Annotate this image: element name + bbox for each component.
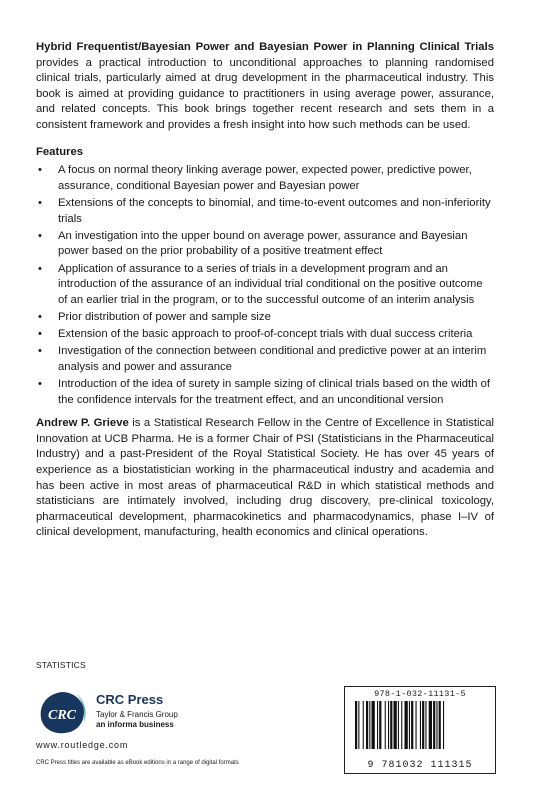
crc-logo-icon <box>36 690 88 736</box>
book-description <box>36 40 494 134</box>
barcode-bar <box>405 701 408 749</box>
feature-item: • Introduction of the idea of surety in sample sizing of clinical trials based on the width of the confidence intervals for the treatment effect, and an unconditional version <box>38 378 491 406</box>
subject-category: STATISTICS <box>36 660 86 670</box>
isbn-digits: 9 781032 111315 <box>367 760 473 771</box>
bullet: • <box>38 164 42 177</box>
bullet: • <box>38 378 42 391</box>
bio-text: is a Statistical Research Fellow in the Centre of Excellence in Statistical Innovation at UCB Pharma. He is a former Chair of PSI (Statisticians in the Pharmaceutical Industry) and a past-President of the Royal Statistical Society. He has over 45 years of experience as a biostatistician working in the pharmaceutical industry and academia and has been active in most areas of pharmaceutical R&D in which statistical methods and statisticians are intimately involved, including drug discovery, pre-clinical toxicology, pharmaceutical development, pharmacokinetics and pharmacodynamics, phase I–IV of clinical development, manufacturing, health economics and clinical operations. <box>36 417 494 539</box>
barcode-bar <box>409 701 410 749</box>
content-column <box>36 40 494 541</box>
description-text: provides a practical introduction to unconditional approaches to planning randomised clinical trials, particularly aimed at drug development in the pharmaceutical industry. This book is aimed at providing guidance to practitioners in using average power, assurance, and related concepts. This book brings together recent research and sets them in a consistent framework and provides a fresh insight into how such methods can be used. <box>36 56 494 131</box>
isbn-label: 978-1-032-11131-5 <box>374 689 466 699</box>
feature-item: • Extension of the basic approach to proof-of-concept trials with dual success criteria <box>36 327 494 343</box>
barcode-bar <box>433 701 435 749</box>
publisher-name: CRC Press <box>96 692 164 707</box>
barcode <box>344 686 496 774</box>
barcode-bar <box>420 701 421 749</box>
features-list <box>36 163 494 408</box>
barcode-bar <box>385 701 386 749</box>
barcode-bar <box>422 701 424 749</box>
barcode-bar <box>355 701 357 749</box>
feature-item: • Application of assurance to a series of trials in a development program and an introduction of the assurance of an individual trial conditional on the positive outcome of an earlier trial in the program, or to the successful outcome of an interim analysis <box>38 262 483 306</box>
barcode-bar <box>443 701 444 749</box>
feature-item: • An investigation into the upper bound on average power, assurance and Bayesian power based on the prior probability of a positive treatment effect <box>38 229 468 258</box>
publisher-group: Taylor & Francis Group <box>96 710 178 719</box>
barcode-bar <box>429 701 432 749</box>
barcode-bar <box>439 701 441 749</box>
barcode-bar <box>369 701 370 749</box>
feature-item: • A focus on normal theory linking average power, expected power, predictive power, assurance, conditional Bayesian power and Bayesian power <box>38 164 472 192</box>
barcode-bars-icon <box>355 701 485 761</box>
feature-item: • Investigation of the connection between conditional and predictive power at an interim analysis and power and assurance <box>38 345 487 373</box>
barcode-bar <box>398 701 399 749</box>
barcode-bar <box>363 701 364 749</box>
bullet: • <box>38 328 42 341</box>
barcode-bar <box>394 701 397 749</box>
logo-text: CRC <box>47 708 77 723</box>
bullet: • <box>38 345 42 358</box>
bullet: • <box>38 196 42 209</box>
barcode-bar <box>379 701 381 749</box>
bullet: • <box>38 310 42 323</box>
barcode-bar <box>416 701 417 749</box>
barcode-bar <box>372 701 375 749</box>
barcode-bar <box>377 701 378 749</box>
publisher-website[interactable]: www.routledge.com <box>36 740 129 750</box>
author-bio <box>36 416 494 541</box>
barcode-bar <box>401 701 402 749</box>
barcode-bar <box>411 701 413 749</box>
barcode-bar <box>390 701 392 749</box>
ebook-note: CRC Press titles are available as eBook editions in a range of digital formats <box>36 760 239 766</box>
feature-item: • Prior distribution of power and sample size <box>36 310 494 326</box>
bullet: • <box>38 262 42 275</box>
barcode-bar <box>436 701 437 749</box>
barcode-bar <box>366 701 368 749</box>
publisher-tagline: an informa business <box>96 720 174 729</box>
features-heading: Features <box>36 145 84 158</box>
feature-item: • Extensions of the concepts to binomial, and time-to-event outcomes and non-inferiority trials <box>38 196 491 225</box>
author-name: Andrew P. Grieve <box>36 417 129 430</box>
barcode-bar <box>425 701 426 749</box>
book-title: Hybrid Frequentist/Bayesian Power and Bayesian Power in Planning Clinical Trials <box>36 41 494 53</box>
barcode-bar <box>358 701 359 749</box>
barcode-bar <box>388 701 389 749</box>
bullet: • <box>38 229 42 242</box>
